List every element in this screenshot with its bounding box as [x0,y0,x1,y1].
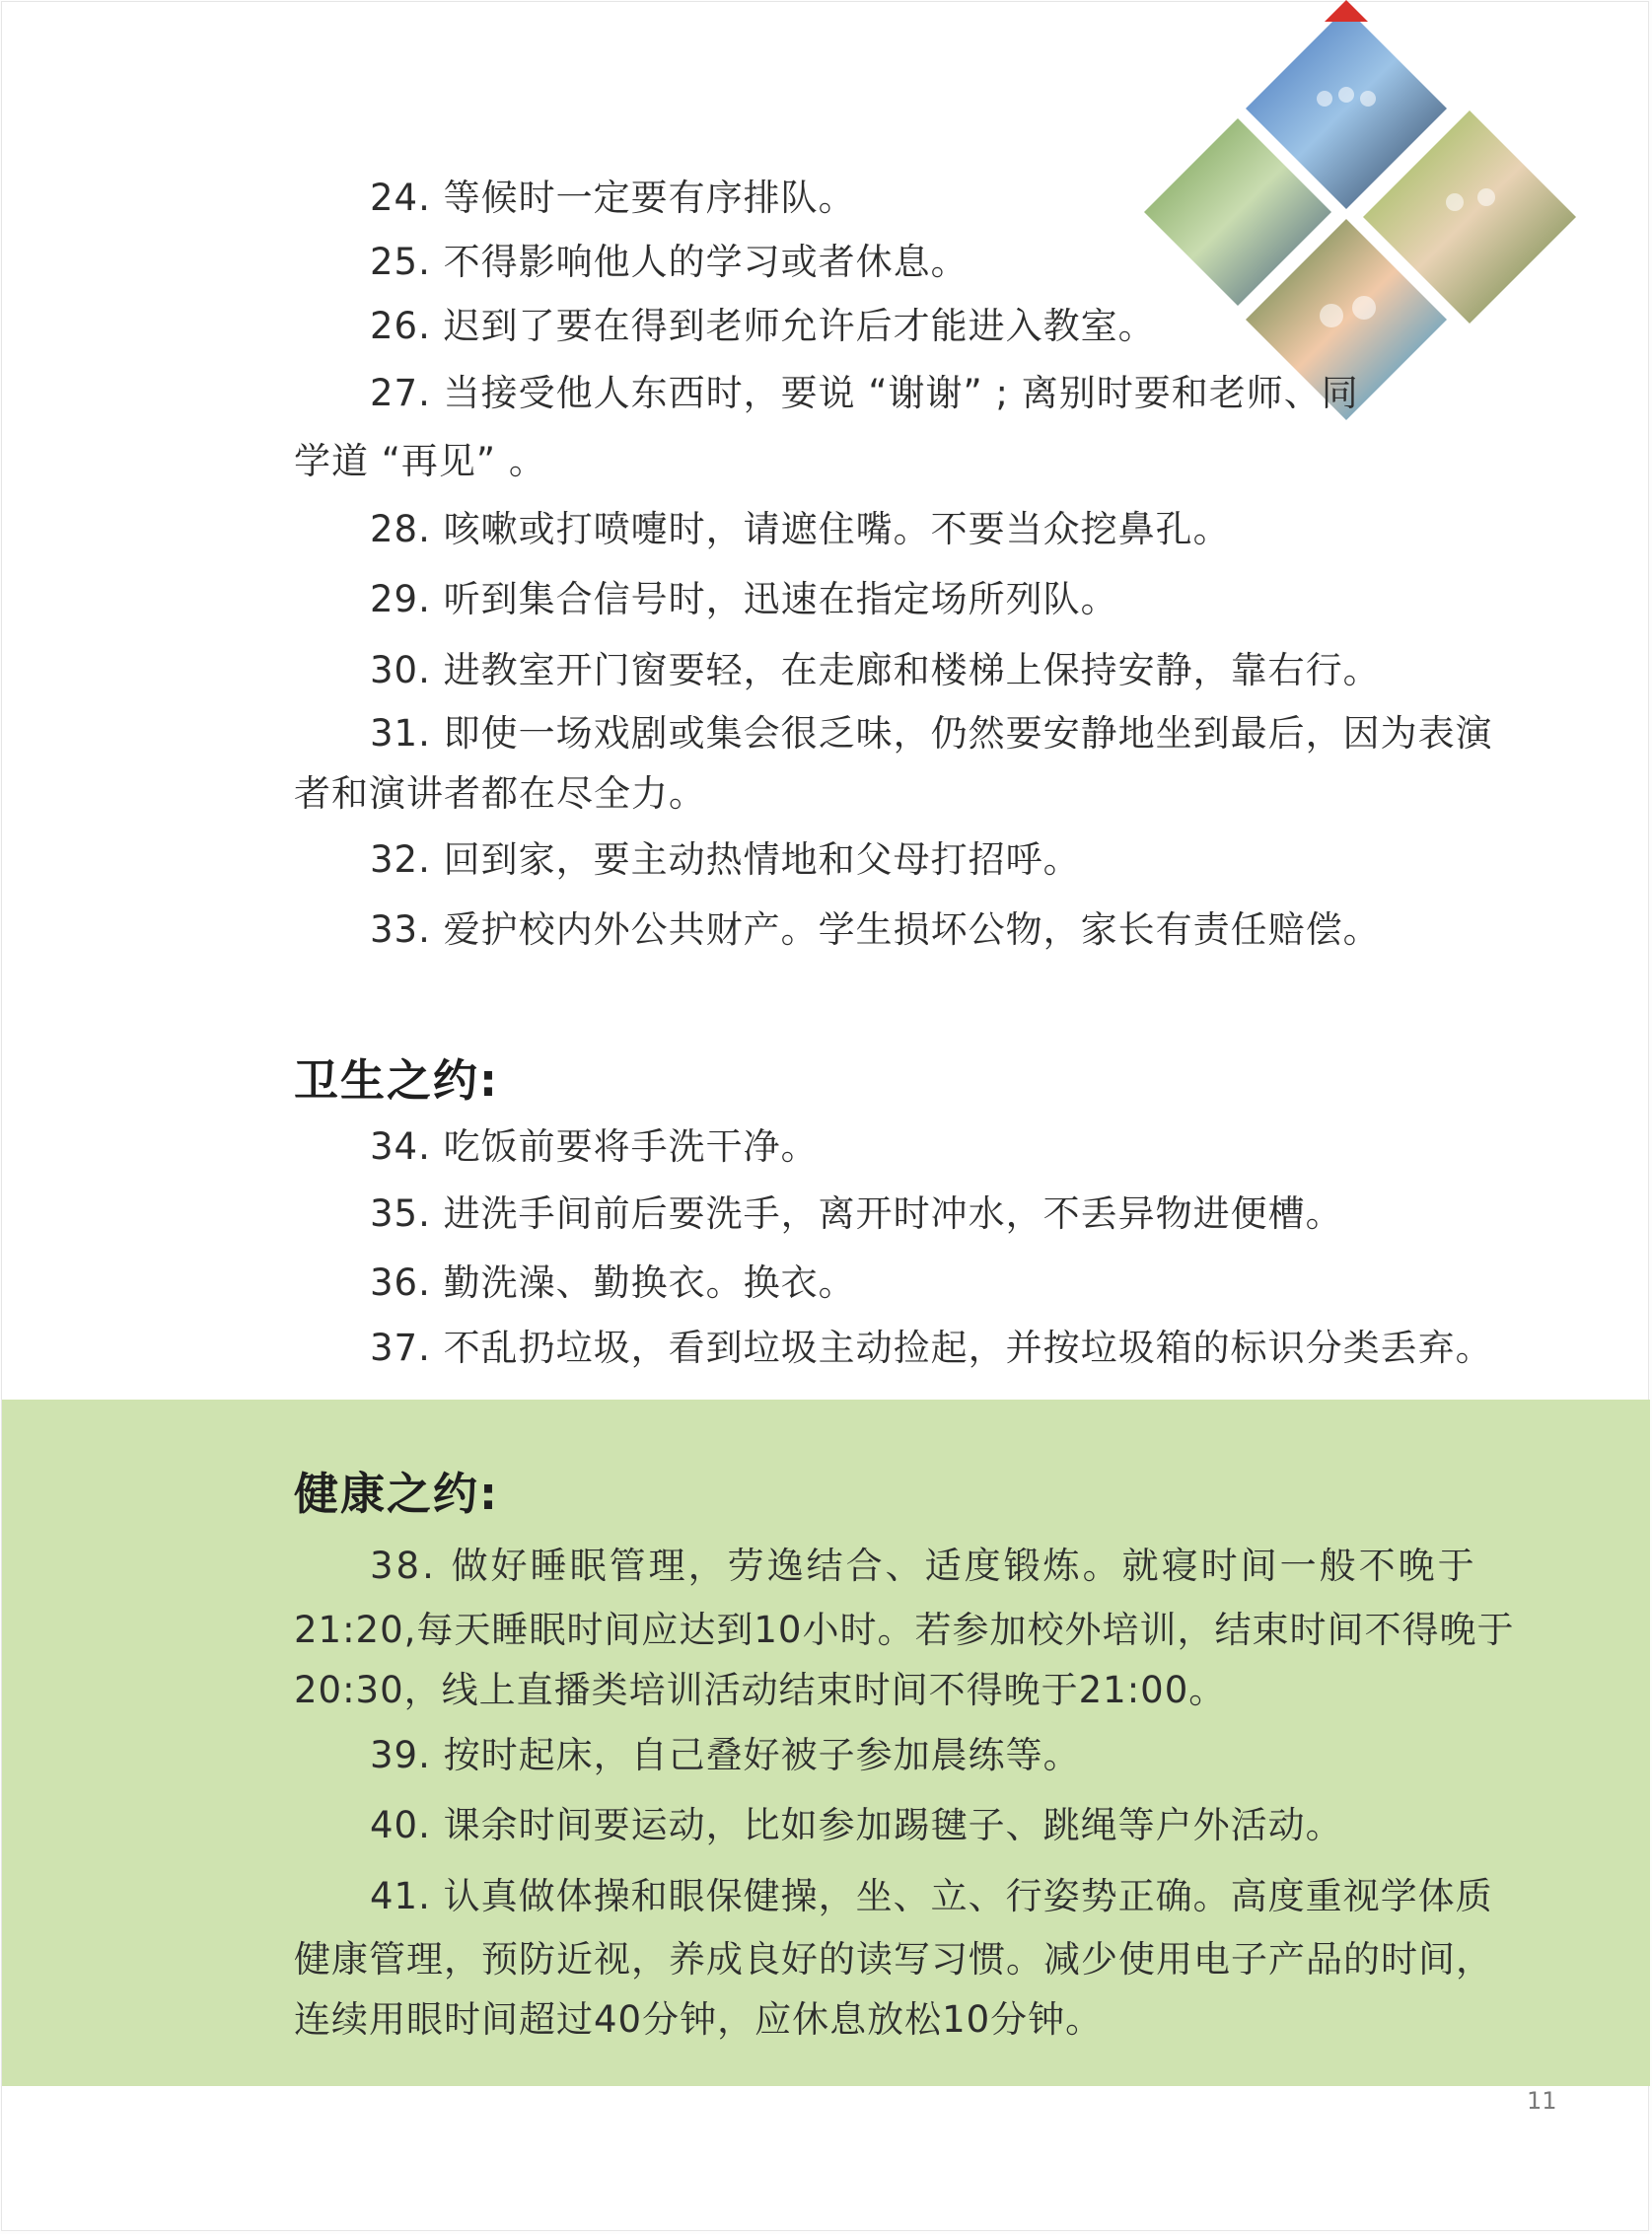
rule-33: 33. 爱护校内外公共财产。学生损坏公物，家长有责任赔偿。 [370,908,1381,951]
rule-41-cont-2: 连续用眼时间超过40分钟，应休息放松10分钟。 [294,1998,1104,2041]
rule-40: 40. 课余时间要运动，比如参加踢毽子、跳绳等户外活动。 [370,1804,1343,1846]
rule-26: 26. 迟到了要在得到老师允许后才能进入教室。 [370,305,1156,347]
rule-41: 41. 认真做体操和眼保健操，坐、立、行姿势正确。高度重视学体质 [370,1875,1493,1917]
rule-25: 25. 不得影响他人的学习或者休息。 [370,241,969,283]
photo-collage [1100,0,1593,424]
rule-28: 28. 咳嗽或打喷嚏时，请遮住嘴。不要当众挖鼻孔。 [370,508,1231,550]
rule-36: 36. 勤洗澡、勤换衣。换衣。 [370,1261,856,1304]
rule-35: 35. 进洗手间前后要洗手，离开时冲水，不丢异物进便槽。 [370,1192,1343,1235]
rule-38: 38. 做好睡眠管理，劳逸结合、适度锻炼。就寝时间一般不晚于 [370,1545,1477,1587]
rule-34: 34. 吃饭前要将手洗干净。 [370,1125,819,1168]
rule-27: 27. 当接受他人东西时，要说 “谢谢” ; 离别时要和老师、同 [370,372,1359,414]
rule-31: 31. 即使一场戏剧或集会很乏味，仍然要安静地坐到最后，因为表演 [370,712,1493,755]
rule-27-cont: 学道 “再见” 。 [294,440,546,482]
rule-38-cont-2: 20:30，线上直播类培训活动结束时间不得晚于21:00。 [294,1669,1227,1711]
health-heading: 健康之约: [294,1468,499,1520]
red-corner-accent [1325,0,1368,22]
rule-29: 29. 听到集合信号时，迅速在指定场所列队。 [370,578,1118,620]
hygiene-heading: 卫生之约: [294,1054,499,1107]
rule-41-cont-1: 健康管理，预防近视，养成良好的读写习惯。减少使用电子产品的时间， [294,1938,1493,1981]
rule-24: 24. 等候时一定要有序排队。 [370,177,856,219]
rule-32: 32. 回到家，要主动热情地和父母打招呼。 [370,838,1081,881]
page-number: 11 [1527,2087,1557,2115]
rule-38-cont-1: 21:20,每天睡眠时间应达到10小时。若参加校外培训，结束时间不得晚于 [294,1609,1515,1651]
rule-37: 37. 不乱扔垃圾，看到垃圾主动捡起，并按垃圾箱的标识分类丢弃。 [370,1327,1493,1369]
rule-30: 30. 进教室开门窗要轻，在走廊和楼梯上保持安静，靠右行。 [370,649,1381,691]
rule-39: 39. 按时起床，自己叠好被子参加晨练等。 [370,1734,1081,1776]
rule-31-cont: 者和演讲者都在尽全力。 [294,772,706,815]
